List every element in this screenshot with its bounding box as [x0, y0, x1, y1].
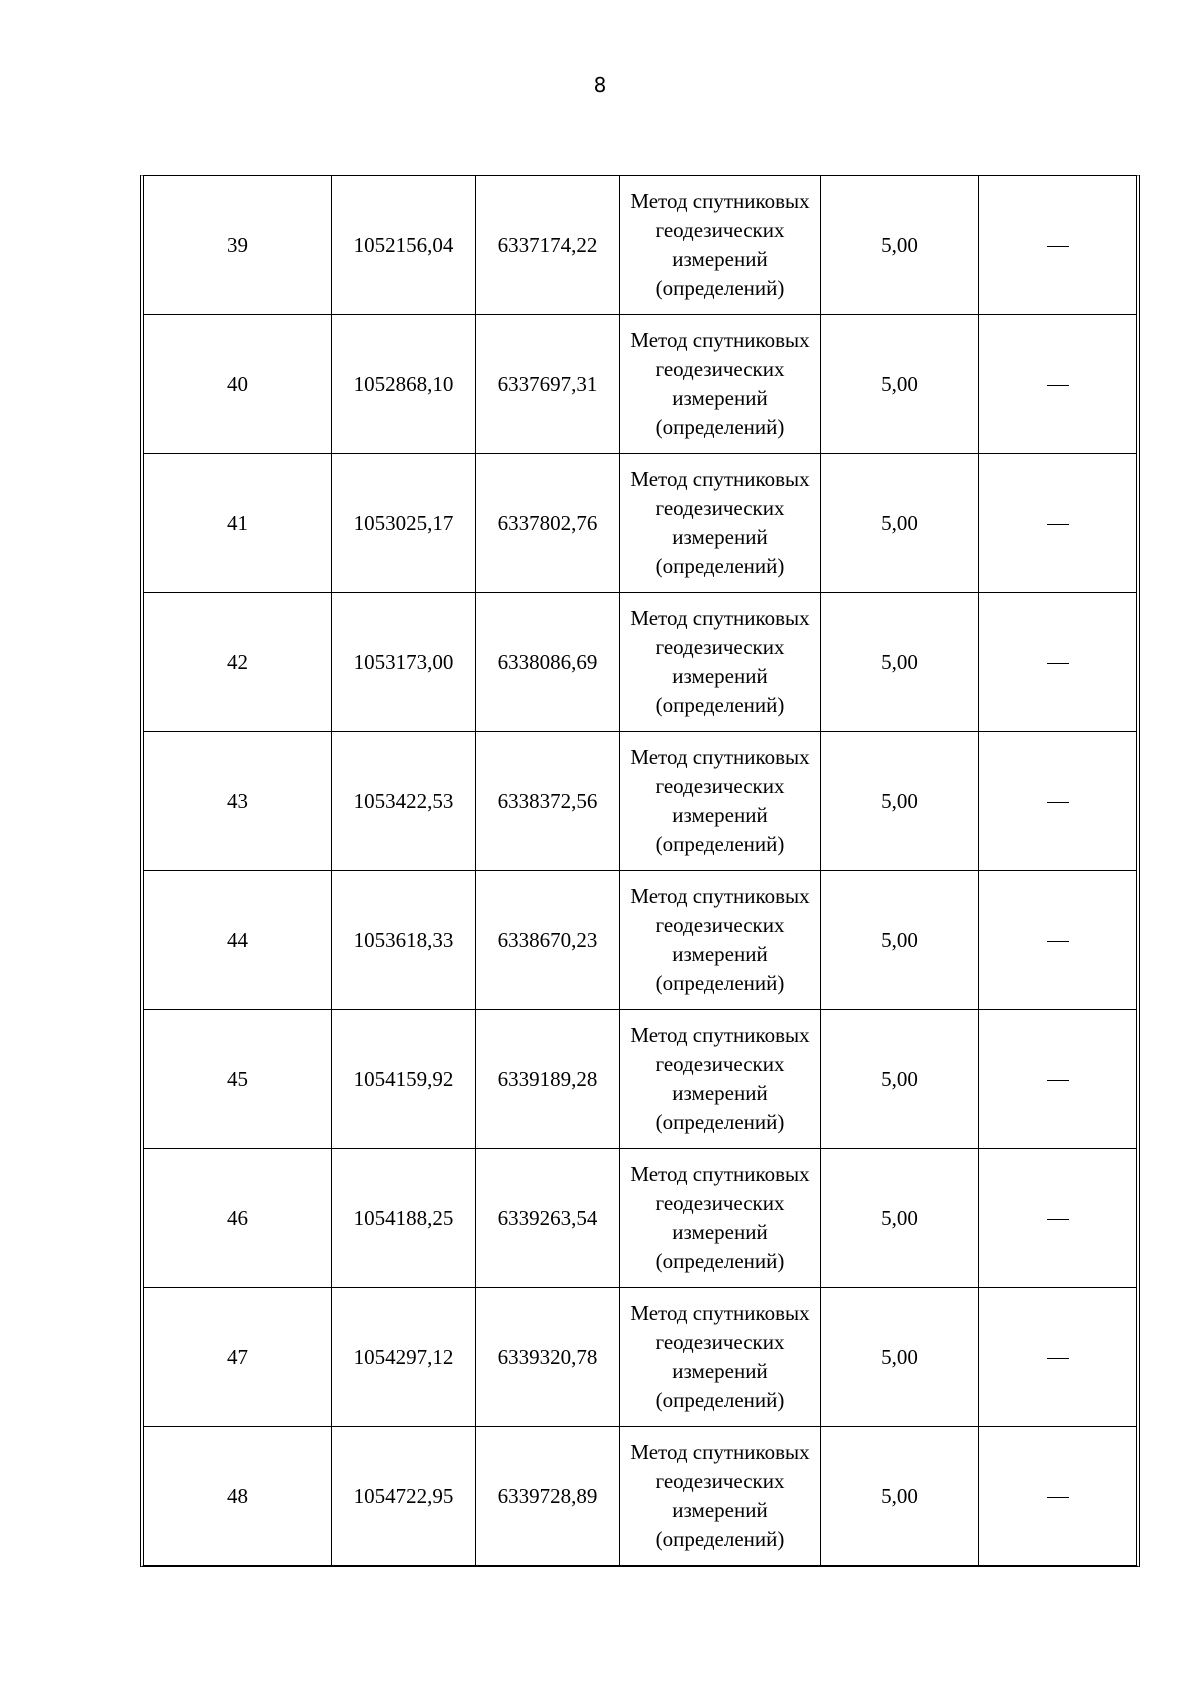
description-cell: [979, 1427, 1137, 1566]
x-coordinate-cell: 1052868,10: [332, 315, 476, 454]
dash-mark: [1047, 802, 1069, 803]
method-cell: [620, 732, 821, 871]
table-row: [144, 1288, 1136, 1427]
method-text: Метод спутниковых геодезических измерений (определений): [630, 1301, 810, 1412]
table-row: [144, 871, 1136, 1010]
description-cell: [979, 1288, 1137, 1427]
dash-mark: [1047, 663, 1069, 664]
accuracy-cell: 5,00: [821, 176, 979, 315]
method-text: Метод спутниковых геодезических измерений (определений): [630, 606, 810, 717]
method-cell: [620, 454, 821, 593]
point-number-cell: 47: [144, 1288, 332, 1427]
accuracy-cell: 5,00: [821, 454, 979, 593]
description-cell: [979, 1010, 1137, 1149]
description-cell: [979, 1149, 1137, 1288]
method-cell: [620, 1010, 821, 1149]
point-number-cell: 42: [144, 593, 332, 732]
method-text: Метод спутниковых геодезических измерений (определений): [630, 1023, 810, 1134]
table-row: [144, 732, 1136, 871]
accuracy-cell: 5,00: [821, 732, 979, 871]
method-text: Метод спутниковых геодезических измерений (определений): [630, 745, 810, 856]
description-cell: [979, 176, 1137, 315]
x-coordinate-cell: 1054159,92: [332, 1010, 476, 1149]
description-cell: [979, 732, 1137, 871]
x-coordinate-cell: 1053422,53: [332, 732, 476, 871]
description-cell: [979, 315, 1137, 454]
table-row: [144, 1149, 1136, 1288]
dash-mark: [1047, 246, 1069, 247]
x-coordinate-cell: 1054297,12: [332, 1288, 476, 1427]
accuracy-cell: 5,00: [821, 1288, 979, 1427]
x-coordinate-cell: 1053618,33: [332, 871, 476, 1010]
table-row: [144, 315, 1136, 454]
dash-mark: [1047, 1219, 1069, 1220]
method-text: Метод спутниковых геодезических измерений (определений): [630, 328, 810, 439]
dash-mark: [1047, 385, 1069, 386]
table-row: [144, 593, 1136, 732]
dash-mark: [1047, 1080, 1069, 1081]
description-cell: [979, 593, 1137, 732]
description-cell: [979, 871, 1137, 1010]
accuracy-cell: 5,00: [821, 1010, 979, 1149]
y-coordinate-cell: 6338086,69: [476, 593, 620, 732]
y-coordinate-cell: 6338670,23: [476, 871, 620, 1010]
dash-mark: [1047, 524, 1069, 525]
dash-mark: [1047, 1497, 1069, 1498]
table-row: [144, 1010, 1136, 1149]
method-cell: [620, 871, 821, 1010]
y-coordinate-cell: 6339320,78: [476, 1288, 620, 1427]
y-coordinate-cell: 6337697,31: [476, 315, 620, 454]
accuracy-cell: 5,00: [821, 593, 979, 732]
method-text: Метод спутниковых геодезических измерений (определений): [630, 189, 810, 300]
accuracy-cell: 5,00: [821, 871, 979, 1010]
page-number: 8: [593, 73, 607, 97]
method-text: Метод спутниковых геодезических измерений (определений): [630, 467, 810, 578]
table-row: [144, 176, 1136, 315]
accuracy-cell: 5,00: [821, 315, 979, 454]
y-coordinate-cell: 6339263,54: [476, 1149, 620, 1288]
x-coordinate-cell: 1054722,95: [332, 1427, 476, 1566]
method-cell: [620, 1427, 821, 1566]
y-coordinate-cell: 6337174,22: [476, 176, 620, 315]
point-number-cell: 48: [144, 1427, 332, 1566]
x-coordinate-cell: 1054188,25: [332, 1149, 476, 1288]
y-coordinate-cell: 6339728,89: [476, 1427, 620, 1566]
coordinates-table: [144, 176, 1136, 1565]
table-row: [144, 454, 1136, 593]
x-coordinate-cell: 1053173,00: [332, 593, 476, 732]
point-number-cell: 44: [144, 871, 332, 1010]
point-number-cell: 40: [144, 315, 332, 454]
x-coordinate-cell: 1053025,17: [332, 454, 476, 593]
method-cell: [620, 1149, 821, 1288]
table-row: [144, 1427, 1136, 1566]
point-number-cell: 46: [144, 1149, 332, 1288]
description-cell: [979, 454, 1137, 593]
dash-mark: [1047, 941, 1069, 942]
coordinates-table-frame: [140, 175, 1140, 1567]
point-number-cell: 45: [144, 1010, 332, 1149]
method-cell: [620, 593, 821, 732]
y-coordinate-cell: 6337802,76: [476, 454, 620, 593]
accuracy-cell: 5,00: [821, 1149, 979, 1288]
y-coordinate-cell: 6339189,28: [476, 1010, 620, 1149]
method-text: Метод спутниковых геодезических измерений (определений): [630, 1162, 810, 1273]
y-coordinate-cell: 6338372,56: [476, 732, 620, 871]
method-cell: [620, 315, 821, 454]
method-text: Метод спутниковых геодезических измерений (определений): [630, 1440, 810, 1551]
method-cell: [620, 176, 821, 315]
point-number-cell: 41: [144, 454, 332, 593]
method-text: Метод спутниковых геодезических измерений (определений): [630, 884, 810, 995]
point-number-cell: 39: [144, 176, 332, 315]
dash-mark: [1047, 1358, 1069, 1359]
point-number-cell: 43: [144, 732, 332, 871]
method-cell: [620, 1288, 821, 1427]
accuracy-cell: 5,00: [821, 1427, 979, 1566]
x-coordinate-cell: 1052156,04: [332, 176, 476, 315]
